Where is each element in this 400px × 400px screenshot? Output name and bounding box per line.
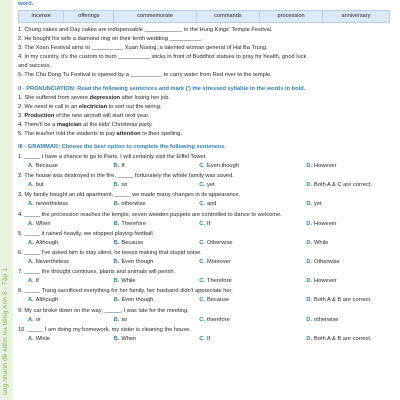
option-text: When <box>121 335 137 342</box>
answer-option[interactable] <box>28 221 114 228</box>
option-letter: D. <box>306 258 313 265</box>
answer-options <box>28 221 392 228</box>
option-letter: D. <box>306 297 313 304</box>
option-text: Because <box>206 297 230 304</box>
answer-option[interactable] <box>114 163 200 170</box>
answer-option[interactable] <box>199 240 306 247</box>
option-letter: A. <box>28 220 34 227</box>
answer-options <box>28 336 392 343</box>
worksheet <box>18 0 392 346</box>
answer-option[interactable] <box>199 259 306 266</box>
option-letter: C. <box>199 258 205 265</box>
vocabulary-items <box>18 27 392 79</box>
answer-option[interactable] <box>28 201 114 208</box>
option-text: Moreover <box>206 258 231 265</box>
option-letter: A. <box>28 201 34 208</box>
option-text: Therefore <box>206 278 232 285</box>
option-text: However <box>314 162 337 169</box>
stress-target-word: attention <box>116 131 141 138</box>
option-letter: C. <box>199 201 205 208</box>
answer-option[interactable] <box>306 317 392 324</box>
option-letter: A. <box>28 316 34 323</box>
answer-options <box>28 317 392 324</box>
option-text: but <box>35 182 44 189</box>
option-text: However <box>314 220 337 227</box>
question-text: 2. The house was destroyed in the fire, _____ fortunately the whole family was saved. <box>18 173 234 180</box>
option-text: Because <box>121 239 144 246</box>
question-text: 9. My car broke down on the way; _____, I was late for the meeting. <box>18 307 189 314</box>
stress-target-word: electrician <box>78 104 108 111</box>
answer-option[interactable] <box>199 317 306 324</box>
word-bank-cell: incense <box>19 11 64 23</box>
word-bank-cell: commemorate <box>114 11 196 23</box>
pronunciation-heading: II - PRONUNCIATION: Read the following sentences and mark (') the stressed syllable in the words in bold. <box>18 85 306 92</box>
option-text: If <box>206 220 211 227</box>
answer-option[interactable] <box>199 201 306 208</box>
answer-option[interactable] <box>28 297 114 304</box>
option-letter: A. <box>28 239 34 246</box>
answer-options <box>28 182 392 189</box>
option-letter: C. <box>199 335 205 342</box>
answer-option[interactable] <box>199 336 306 343</box>
option-text: Otherwise <box>206 239 233 246</box>
question-text: 1. _____ I have a chance to go to Paris, I will certainly visit the Eiffel Tower. <box>18 153 207 160</box>
option-letter: D. <box>306 316 313 323</box>
option-letter: B. <box>113 182 120 189</box>
option-text: therefore <box>206 316 230 323</box>
option-letter: D. <box>306 182 313 189</box>
answer-option[interactable] <box>114 221 200 228</box>
option-text: so <box>121 316 128 323</box>
option-text: However <box>314 278 337 285</box>
option-text: Otherwise <box>314 258 340 265</box>
sentence-text: 4. There'll be a <box>18 122 57 129</box>
answer-option[interactable] <box>28 259 114 266</box>
option-text: otherwise <box>121 201 146 208</box>
option-letter: A. <box>28 278 34 285</box>
sentence-text: 2. We need to call in an <box>18 104 79 111</box>
answer-option[interactable] <box>306 336 392 343</box>
answer-option[interactable] <box>28 336 114 343</box>
option-letter: B. <box>113 335 120 342</box>
option-letter: B. <box>113 316 120 323</box>
answer-options <box>28 259 392 266</box>
option-text: If <box>206 335 211 342</box>
answer-options <box>28 163 392 170</box>
vocab-item: 3. The Xoan Festival aims to __________ Xuan Nuong, a talented woman general of Hai Ba Trung. <box>18 45 268 52</box>
vocab-item-continued: and success. <box>18 63 52 70</box>
option-text: Even though <box>121 258 154 265</box>
question-text: 10. _____ I am doing my homework, my sister is cleaning the house. <box>18 326 191 333</box>
word-bank-table <box>18 10 390 23</box>
answer-options <box>28 297 392 304</box>
option-letter: A. <box>28 258 34 265</box>
stress-target-word: Production <box>24 113 55 120</box>
word-bank-cell: offerings <box>64 11 114 23</box>
option-text: Both A & B are correct. <box>314 335 372 342</box>
option-text: If <box>121 162 125 169</box>
answer-option[interactable] <box>199 182 306 189</box>
answer-option[interactable] <box>114 201 200 208</box>
vocab-item: 4. In my country, it's the custom to burn __________ sticks in front of Buddhist statues to pray for health, good luck <box>18 54 307 61</box>
option-text: or <box>35 316 41 323</box>
option-text: If <box>35 278 39 285</box>
answer-option[interactable] <box>199 297 306 304</box>
answer-option[interactable] <box>199 278 306 285</box>
option-letter: C. <box>199 239 205 246</box>
option-letter: B. <box>113 258 120 265</box>
word-bank-cell: commands <box>196 11 259 23</box>
vocab-item: 2. He bought his wife a diamond ring on their tenth wedding __________. <box>18 36 203 43</box>
word-bank-cell: procession <box>260 11 323 23</box>
option-text: While <box>35 335 50 342</box>
option-letter: B. <box>113 162 120 169</box>
option-text: yet <box>206 182 215 189</box>
answer-option[interactable] <box>114 259 200 266</box>
option-letter: C. <box>199 162 205 169</box>
answer-option[interactable] <box>306 182 392 189</box>
option-letter: C. <box>199 182 205 189</box>
question-text: 3. My family bought an old apartment, _____ we made many changes in its appearance. <box>18 192 241 199</box>
option-letter: C. <box>199 278 205 285</box>
answer-options <box>28 278 392 285</box>
answer-option[interactable] <box>306 240 392 247</box>
pronunciation-item <box>18 113 392 120</box>
answer-option[interactable] <box>306 259 392 266</box>
option-letter: D. <box>306 162 313 169</box>
option-text: While <box>314 239 329 246</box>
book-title-vertical: ùng nhanh đề kiểm tra tiếng Anh 8 - Tập 1 <box>2 267 9 395</box>
question-text: 4. _____ the procession reaches the temple, seven wooden puppets are controlled to dance to welcome. <box>18 211 282 218</box>
sentence-text: at the kids' Christmas party. <box>81 122 153 129</box>
option-letter: C. <box>199 220 205 227</box>
option-letter: B. <box>113 201 120 208</box>
answer-option[interactable] <box>28 182 114 189</box>
option-letter: D. <box>306 220 313 227</box>
stress-target-word: magician <box>56 122 82 129</box>
grammar-heading: III - GRAMMAR: Choose the best option to complete the following sentences. <box>18 144 226 151</box>
answer-option[interactable] <box>114 240 200 247</box>
pronunciation-item <box>18 131 392 138</box>
option-letter: B. <box>113 239 120 246</box>
pronunciation-item <box>18 104 392 111</box>
answer-option[interactable] <box>306 278 392 285</box>
sentence-text: to their spelling. <box>140 131 182 138</box>
option-text: While <box>121 278 136 285</box>
answer-option[interactable] <box>114 317 200 324</box>
answer-option[interactable] <box>306 201 392 208</box>
option-text: Although <box>35 239 59 246</box>
answer-option[interactable] <box>114 182 200 189</box>
option-text: so <box>121 182 128 189</box>
grammar-questions <box>18 154 392 343</box>
question-text: 7. _____ the drought continues, plants and animals will perish. <box>18 269 176 276</box>
pronunciation-item <box>18 122 392 129</box>
option-text: Although <box>35 297 59 304</box>
sentence-text: 5. The teacher told the students to pay <box>18 131 117 138</box>
sentence-text: to sort out the wiring. <box>107 104 162 111</box>
option-letter: D. <box>306 335 313 342</box>
option-letter: A. <box>28 182 34 189</box>
pronunciation-item <box>18 95 392 102</box>
option-letter: A. <box>28 335 34 342</box>
answer-option[interactable] <box>28 240 114 247</box>
question-text: 6. _____ I've asked him to stay silent, he keeps making that stupid noise. <box>18 249 202 256</box>
option-letter: D. <box>306 239 313 246</box>
option-letter: B. <box>113 297 120 304</box>
answer-option[interactable] <box>28 278 114 285</box>
option-text: and <box>206 201 217 208</box>
option-letter: A. <box>28 162 34 169</box>
option-text: Even though <box>206 162 239 169</box>
answer-option[interactable] <box>114 297 200 304</box>
answer-options <box>28 201 392 208</box>
option-letter: D. <box>306 201 313 208</box>
option-letter: A. <box>28 297 34 304</box>
word-bank-cell: anniversary <box>322 11 389 23</box>
option-letter: B. <box>113 278 120 285</box>
answer-option[interactable] <box>28 317 114 324</box>
stress-target-word: depression <box>89 95 121 102</box>
option-letter: C. <box>199 316 205 323</box>
answer-option[interactable] <box>306 221 392 228</box>
sentence-text: 3. <box>18 113 25 120</box>
option-text: otherwise <box>314 316 339 323</box>
option-letter: C. <box>199 297 205 304</box>
question-text: 8. _____ Trang sacrificed everything for her family, her husband didn't appreciate her. <box>18 288 233 295</box>
answer-option[interactable] <box>306 297 392 304</box>
answer-option[interactable] <box>199 163 306 170</box>
option-text: yet <box>314 201 322 208</box>
option-text: Therefore <box>121 220 146 227</box>
sentence-text: of the new aircraft will start next year. <box>54 113 150 120</box>
answer-option[interactable] <box>199 221 306 228</box>
sentence-text: 1. She suffered from severe <box>18 95 90 102</box>
top-note: word. <box>18 1 34 7</box>
option-text: Both A & B are correct. <box>314 297 372 304</box>
option-text: When <box>35 220 51 227</box>
question-text: 5. _____ it rained heavily, we stopped playing football. <box>18 230 155 237</box>
answer-option[interactable] <box>28 163 114 170</box>
option-text: Because <box>35 162 58 169</box>
answer-option[interactable] <box>114 336 200 343</box>
pronunciation-items <box>18 95 392 138</box>
vocab-item: 5. The Chu Dong Tu Festival is opened by a __________ to carry water from Red river to the temple. <box>18 72 272 79</box>
option-letter: B. <box>113 220 120 227</box>
sentence-text: after losing her job. <box>120 95 170 102</box>
option-text: Even though <box>121 297 154 304</box>
option-text: nevertheless <box>35 201 68 208</box>
option-text: Both A & C are correct. <box>314 182 372 189</box>
option-text: Nevertheless <box>35 258 69 265</box>
answer-options <box>28 240 392 247</box>
option-letter: D. <box>306 278 313 285</box>
answer-option[interactable] <box>114 278 200 285</box>
vocab-item: 1. Chung cakes and Day cakes are indispensable ____________ in the Hung Kings' Temple Festival. <box>18 27 273 34</box>
answer-option[interactable] <box>306 163 392 170</box>
